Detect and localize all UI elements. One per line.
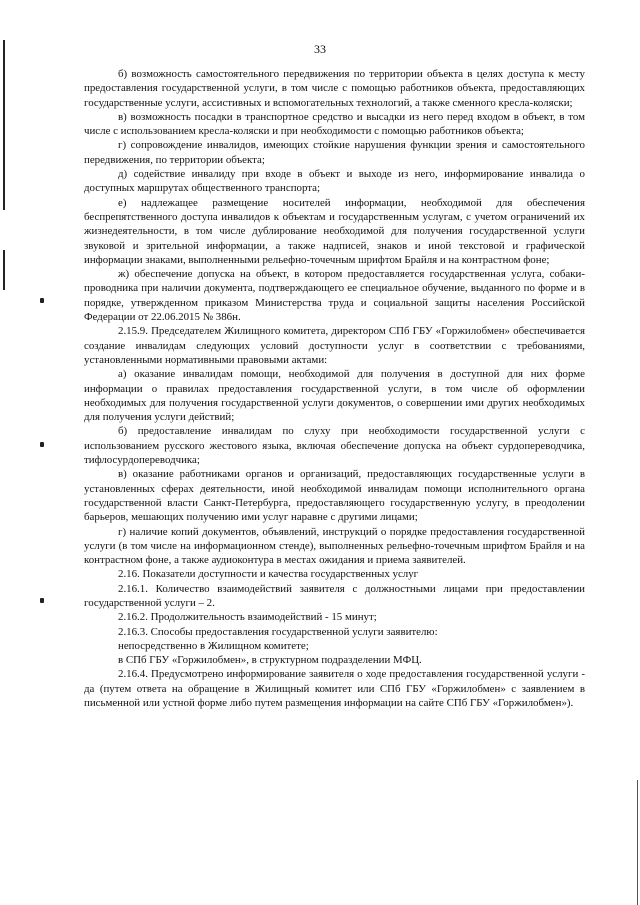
paragraph: 2.15.9. Председателем Жилищного комитета, директором СПб ГБУ «Горжилобмен» обеспечивается создание инвалидам следующих условий доступности услуг в соответствии с требованиями, установленными нормативными правовыми актами: <box>84 325 585 366</box>
paragraph: а) оказание инвалидам помощи, необходимой для получения в доступной для них форме информации о правилах предоставления государственной услуги, в том числе об оформлении необходимых для получения государственной услуги документов, о совершении ими других необходимых для получения услуги действий; <box>84 368 585 424</box>
scan-artifact-dot <box>40 442 44 447</box>
paragraph: д) содействие инвалиду при входе в объект и выходе из него, информирование инвалида о доступных маршрутах общественного транспорта; <box>84 168 585 195</box>
paragraph: ж) обеспечение допуска на объект, в котором предоставляется государственная услуга, собаки-проводника при наличии документа, подтверждающего ее специальное обучение, выданного по форме и в порядке, утвержденном приказом Министерства труда и социальной защиты населения Российской Федерации от 22.06.2015 № 386н. <box>84 268 585 324</box>
paragraph: е) надлежащее размещение носителей информации, необходимой для обеспечения беспрепятственного доступа инвалидов к объектам и государственным услугам, с учетом ограничений их жизнедеятельности, в том числе дублирование необходимой для получения государственной услуги звуковой и зрительной информации, а также надписей, знаков и иной текстовой и графической информации знаками, выполненными рельефно-точечным шрифтом Брайля и на контрастном фоне; <box>84 196 585 266</box>
paragraph: б) предоставление инвалидам по слуху при необходимости государственной услуги с использованием русского жестового языка, включая обеспечение допуска на объект сурдопереводчика, тифлосурдопереводчика; <box>84 425 585 467</box>
list-item: непосредственно в Жилищном комитете; <box>118 639 309 652</box>
paragraph: г) сопровождение инвалидов, имеющих стойкие нарушения функции зрения и самостоятельного передвижения, по территории объекта; <box>84 139 585 166</box>
paragraph: в) возможность посадки в транспортное средство и высадки из него перед входом в объект, в том числе с использованием кресла-коляски и при необходимости с помощью работников объекта; <box>84 110 585 138</box>
paragraph: 2.16.3. Способы предоставления государственной услуги заявителю: <box>118 625 438 638</box>
paragraph: 2.16.2. Продолжительность взаимодействий - 15 минут; <box>118 611 377 624</box>
paragraph: в) оказание работниками органов и организаций, предоставляющих государственные услуги в установленных сферах деятельности, иной необходимой инвалидам помощи исполнительного органа государственной власти Санкт-Петербурга, предоставляющего государственную услугу, в преодолении барьеров, мешающих получению ими услуг наравне с другими лицами; <box>84 468 585 524</box>
scan-edge-mark <box>3 40 5 210</box>
paragraph: г) наличие копий документов, объявлений, инструкций о порядке предоставления государственной услуги (в том числе на информационном стенде), выполненных рельефно-точечным шрифтом Брайля и на контрастном фоне, а также аудиоконтура в местах ожидания и приема заявителей. <box>84 525 585 567</box>
paragraph: 2.16.4. Предусмотрено информирование заявителя о ходе предоставления государственной услуги - да (путем ответа на обращение в Жилищный комитет или СПб ГБУ «Горжилобмен» с заявлением в письменной или устной форме либо путем размещения информации на сайте СПб ГБУ «Горжилобмен»). <box>84 668 585 710</box>
scan-artifact-dot <box>40 298 44 303</box>
paragraph: б) возможность самостоятельного передвижения по территории объекта в целях доступа к месту предоставления государственной услуги, в том числе с помощью работников объекта, предоставляющих государственные услуги, ассистивных и вспомогательных технологий, а также сменного кресла-коляски; <box>84 68 585 109</box>
scan-edge-mark <box>637 780 638 905</box>
scan-edge-mark <box>3 250 5 290</box>
section-heading: 2.16. Показатели доступности и качества государственных услуг <box>118 568 419 581</box>
list-item: в СПб ГБУ «Горжилобмен», в структурном подразделении МФЦ. <box>118 654 422 667</box>
scan-artifact-dot <box>40 598 44 603</box>
paragraph: 2.16.1. Количество взаимодействий заявителя с должностными лицами при предоставлении государственной услуги – 2. <box>84 582 585 609</box>
page-number: 33 <box>314 42 326 56</box>
document-body <box>84 67 585 710</box>
